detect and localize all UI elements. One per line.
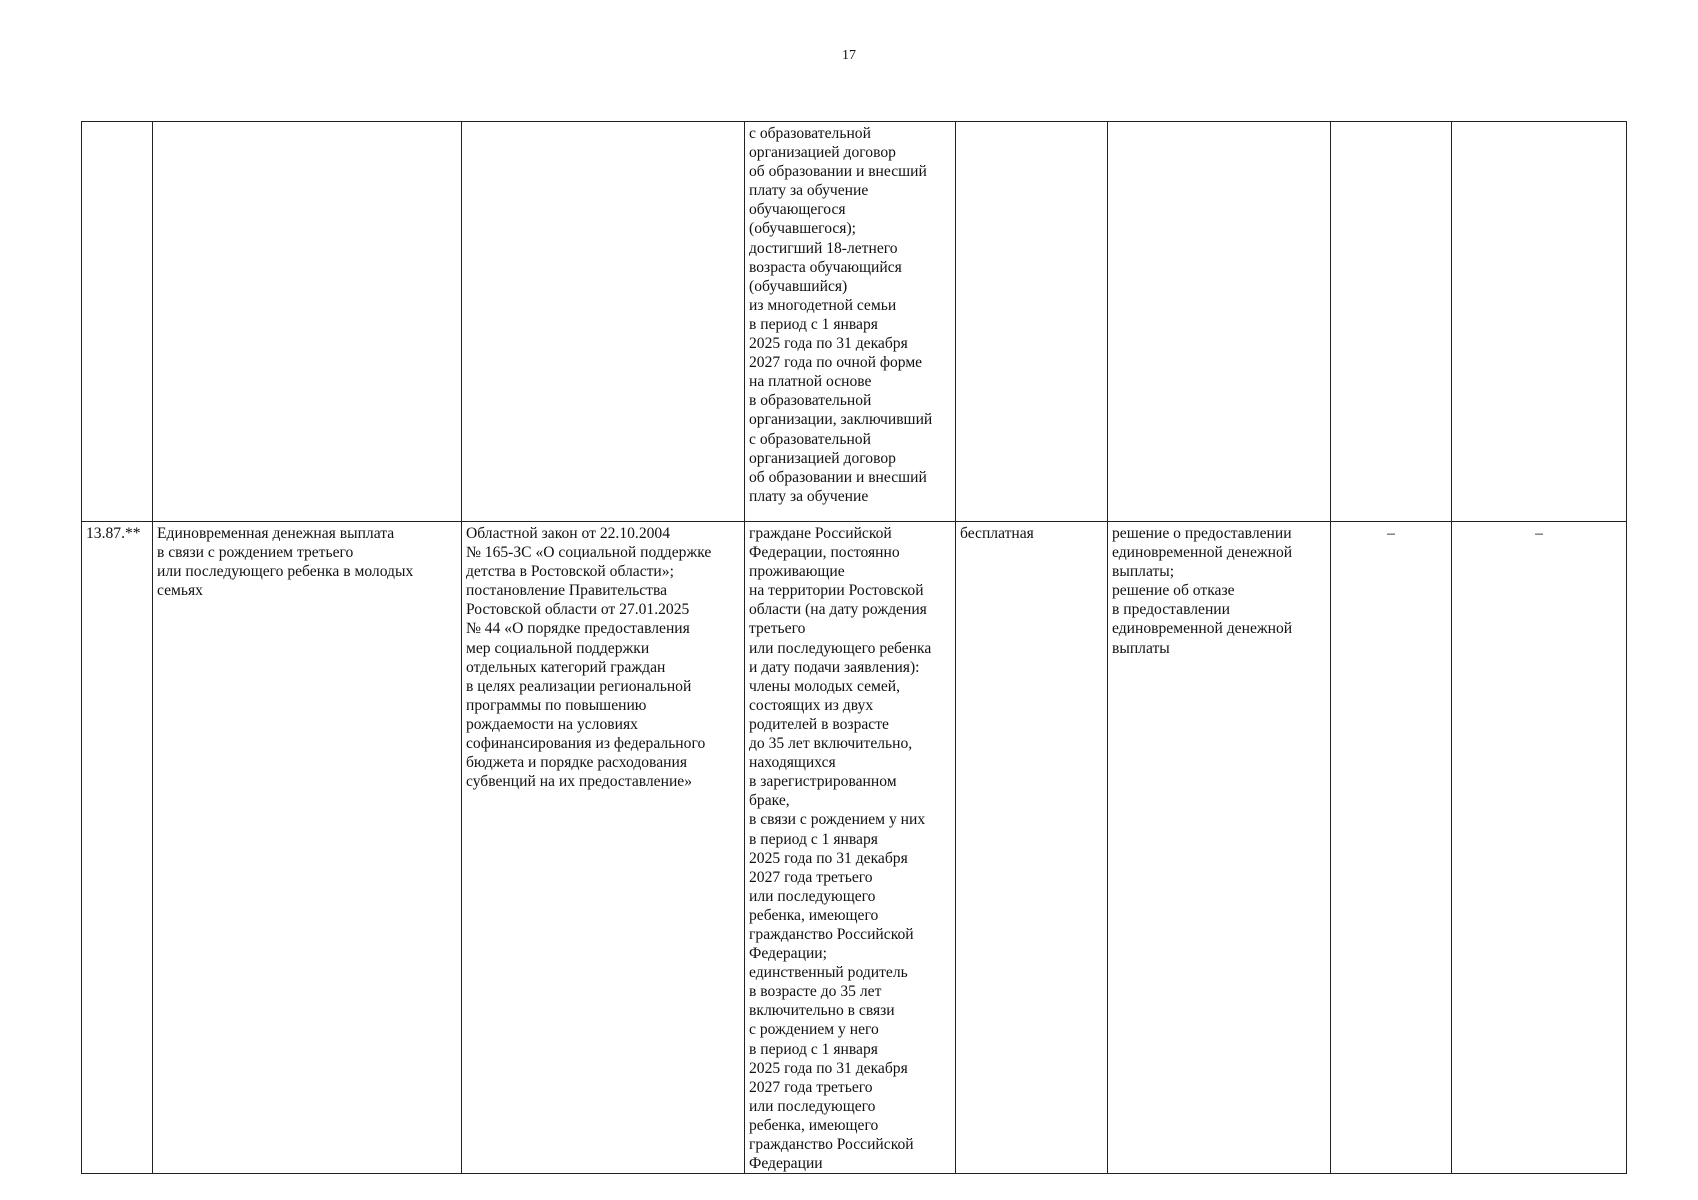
text-line: организацией договор xyxy=(749,144,896,162)
text-line: Единовременная денежная выплата xyxy=(157,525,395,542)
text-line: обучающегося xyxy=(749,201,846,219)
text-line: Областной закон от 22.10.2004 xyxy=(466,525,671,542)
text-line: или последующего ребенка xyxy=(749,639,932,657)
text-line: в возрасте до 35 лет xyxy=(749,983,882,1001)
text-line: 2025 года по 31 декабря xyxy=(749,1059,908,1077)
text-line: выплаты; xyxy=(1112,563,1175,581)
text-line: находящихся xyxy=(749,754,836,772)
text-line: с рождением у него xyxy=(749,1021,879,1039)
text-line: Федерации xyxy=(749,1155,823,1173)
text-line: в зарегистрированном xyxy=(749,773,897,791)
text-line: 2025 года по 31 декабря xyxy=(749,335,908,353)
text-line: на территории Ростовской xyxy=(749,582,924,600)
text-line: плату за обучение xyxy=(749,182,869,200)
text-line: № 44 «О порядке предоставления xyxy=(466,620,690,638)
text-line: ребенка, имеющего xyxy=(749,1116,879,1134)
cell-recipients xyxy=(745,522,956,1174)
text-line: из многодетной семьи xyxy=(749,296,897,314)
services-table xyxy=(81,121,1627,1174)
text-line: выплаты xyxy=(1112,639,1170,657)
text-line: 2027 года третьего xyxy=(749,1078,873,1096)
text-line: в период с 1 января xyxy=(749,1040,878,1058)
text-line: третьего xyxy=(749,620,806,638)
table-row-continuation xyxy=(82,122,1627,522)
text-line: граждане Российской xyxy=(749,525,892,542)
text-line: рождаемости на условиях xyxy=(466,715,638,733)
text-line: или последующего xyxy=(749,887,876,905)
text-line: области (на дату рождения xyxy=(749,601,927,619)
cell-number xyxy=(82,122,153,522)
text-line: и дату подачи заявления): xyxy=(749,658,920,676)
recipients-text xyxy=(749,124,951,506)
text-line: включительно в связи xyxy=(749,1002,895,1020)
text-line: постановление Правительства xyxy=(466,582,668,600)
cell-number: 13.87.** xyxy=(82,522,153,1174)
text-line: гражданство Российской xyxy=(749,1136,914,1153)
cell-legal-basis xyxy=(462,122,745,522)
text-line: до 35 лет включительно, xyxy=(749,735,913,753)
text-line: программы по повышению xyxy=(466,696,647,714)
service-name-text xyxy=(157,524,457,600)
text-line: в период с 1 января xyxy=(749,315,878,333)
text-line: проживающие xyxy=(749,563,845,581)
cell-recipients xyxy=(745,122,956,522)
text-line: на платной основе xyxy=(749,373,872,391)
text-line: 2027 года третьего xyxy=(749,868,873,886)
text-line: 2027 года по очной форме xyxy=(749,354,923,372)
text-line: № 165-ЗС «О социальной поддержке xyxy=(466,544,712,562)
text-line: 2025 года по 31 декабря xyxy=(749,849,908,867)
text-line: решение об отказе xyxy=(1112,582,1235,600)
cell-col8: – xyxy=(1452,522,1627,1174)
text-line: члены молодых семей, xyxy=(749,677,901,695)
cell-col7 xyxy=(1331,122,1452,522)
text-line: Федерации; xyxy=(749,945,827,963)
cell-result xyxy=(1108,122,1331,522)
text-line: гражданство Российской xyxy=(749,925,914,943)
text-line: субвенций на их предоставление» xyxy=(466,773,693,791)
text-line: решение о предоставлении xyxy=(1112,525,1292,542)
text-line: состоящих из двух xyxy=(749,696,874,714)
text-line: в целях реализации региональной xyxy=(466,677,692,695)
text-line: единственный родитель xyxy=(749,964,908,982)
cell-result xyxy=(1108,522,1331,1174)
text-line: софинансирования из федерального xyxy=(466,735,706,753)
legal-basis-text xyxy=(466,524,740,791)
text-line: организации, заключивший xyxy=(749,411,933,429)
text-line: Ростовской области от 27.01.2025 xyxy=(466,601,690,619)
cell-col7: – xyxy=(1331,522,1452,1174)
text-line: или последующего xyxy=(749,1097,876,1115)
text-line: в образовательной xyxy=(749,392,872,410)
cell-service-name xyxy=(153,522,462,1174)
cell-service-name xyxy=(153,122,462,522)
text-line: семьях xyxy=(157,582,203,600)
page-number: 17 xyxy=(842,48,856,63)
text-line: или последующего ребенка в молодых xyxy=(157,563,414,581)
text-line: возраста обучающийся xyxy=(749,258,902,276)
text-line: с образовательной xyxy=(749,125,871,142)
result-text xyxy=(1112,524,1326,658)
text-line: бюджета и порядке расходования xyxy=(466,754,687,772)
recipients-text xyxy=(749,524,951,1173)
text-line: (обучавшийся) xyxy=(749,277,848,295)
text-line: достигший 18-летнего xyxy=(749,239,898,257)
table-row-service xyxy=(82,522,1627,1174)
cell-cost xyxy=(956,122,1108,522)
text-line: отдельных категорий граждан xyxy=(466,658,666,676)
text-line: в предоставлении xyxy=(1112,601,1230,619)
text-line: в период с 1 января xyxy=(749,830,878,848)
text-line: родителей в возрасте xyxy=(749,715,889,733)
text-line: в связи с рождением третьего xyxy=(157,544,354,562)
text-line: с образовательной xyxy=(749,430,871,448)
text-line: браке, xyxy=(749,792,790,810)
cell-legal-basis xyxy=(462,522,745,1174)
text-line: плату за обучение xyxy=(749,487,869,505)
text-line: мер социальной поддержки xyxy=(466,639,650,657)
text-line: об образовании и внесший xyxy=(749,163,927,181)
text-line: Федерации, постоянно xyxy=(749,544,900,562)
text-line: ребенка, имеющего xyxy=(749,906,879,924)
text-line: организацией договор xyxy=(749,449,896,467)
text-line: детства в Ростовской области»; xyxy=(466,563,674,581)
text-line: единовременной денежной xyxy=(1112,544,1293,562)
text-line: (обучавшегося); xyxy=(749,220,856,238)
cell-col8 xyxy=(1452,122,1627,522)
cell-cost: бесплатная xyxy=(956,522,1108,1174)
text-line: об образовании и внесший xyxy=(749,468,927,486)
text-line: в связи с рождением у них xyxy=(749,811,926,829)
text-line: единовременной денежной xyxy=(1112,620,1293,638)
